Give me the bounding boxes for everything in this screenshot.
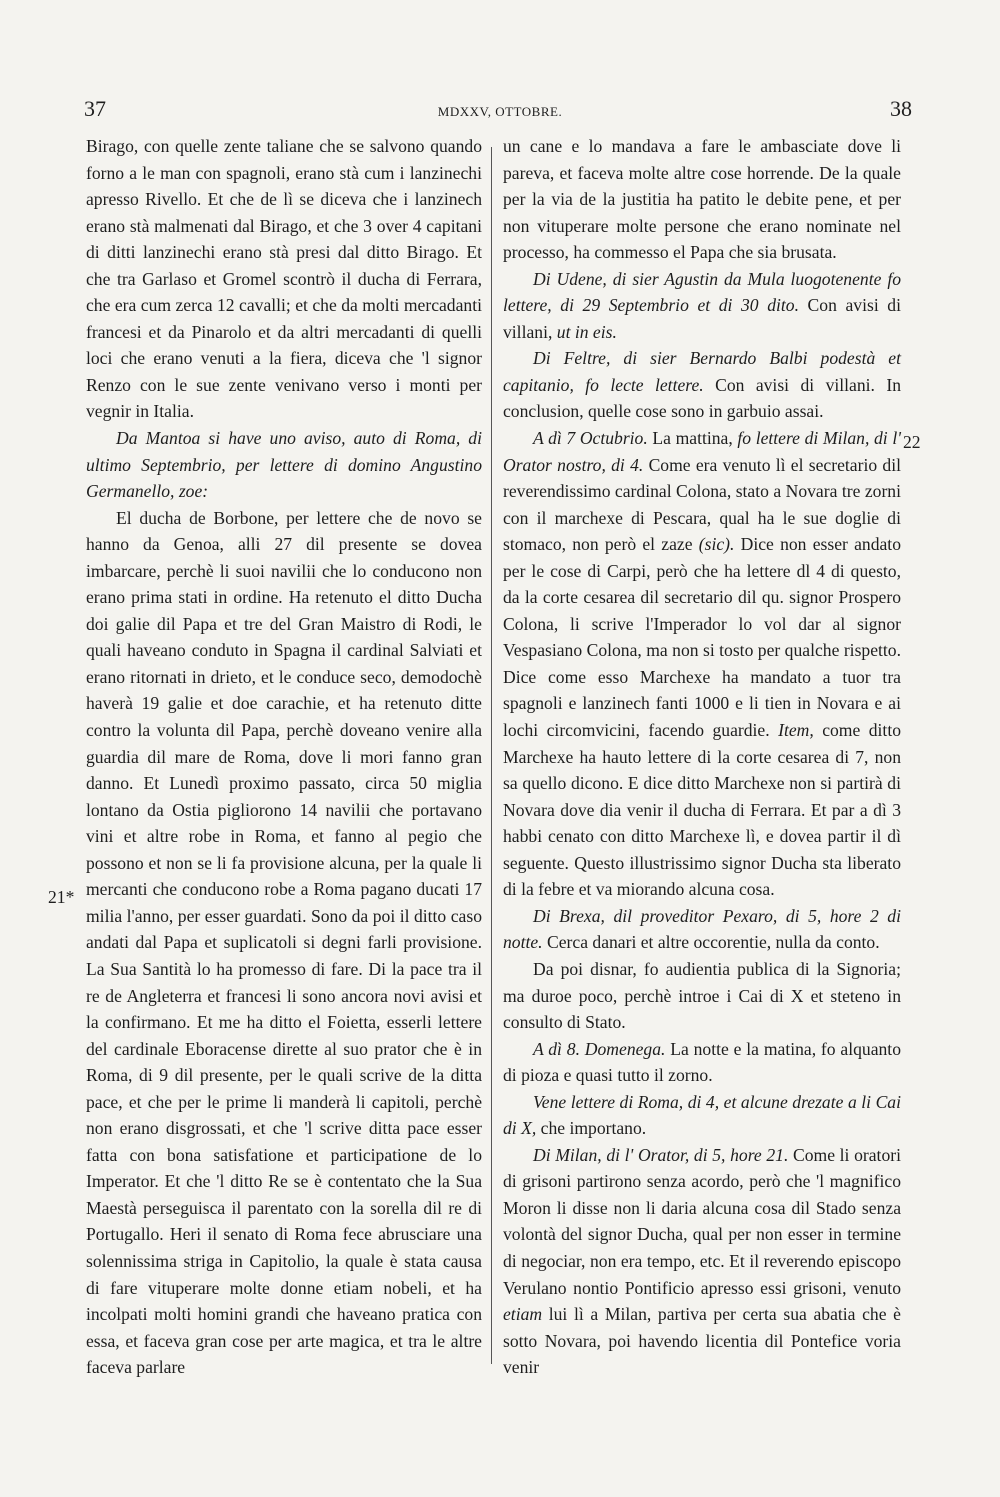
- italic-text: Di Feltre, di sier Bernardo Balbi podestà et capitanio, fo lecte lettere.: [503, 348, 901, 395]
- text: come ditto Marchexe ha hauto lettere di la corte cesarea di 7, non sa quello dicono. E dice ditto Marchexe non si partirà di Novara dove dia venir il ducha di Ferrara. Et par a dì 3 habbi cenato con ditto Marchexe lì, e dovea partir il dì seguente. Questo illustrissimo signor Ducha sta liberato di la febre et va miorando alcuna cosa.: [503, 720, 902, 900]
- text: Come era venuto lì el secretario dil reverendissimo cardinal Colona, stato a Novara tre zorni con il marchexe di Pescara, qual ha le sue doglie di stomaco, non però el zaze: [503, 454, 901, 555]
- italic-text: Di Udene, di sier Agustin da Mula luogotenente fo lettere, di 29 Septembrio et di 30 dito.: [503, 268, 901, 316]
- paragraph-heading: Da Mantoa si have uno aviso, auto di Roma, di ultimo Septembrio, per lettere di domino Angustino Germanello, zoe:: [86, 428, 482, 502]
- italic-text: (sic).: [698, 534, 735, 555]
- page-number-right: 38: [890, 96, 912, 121]
- margin-mark-right: 22: [903, 432, 921, 452]
- paragraph: [503, 1089, 901, 1142]
- text: Dice non esser andato per le cose di Carpi, però che ha lettere dl 4 di questo, da la corte cesarea dil secretario dil qu. signor Prospero Colona, li scrive l'Imperador lo vol dar al signor Vespasiano Colona, ma non si tosto per qualche rispetto. Dice come esso Marchexe ha mandato a tuor tra spagnoli e lanzinech fanti 1000 e li tien in Novara e ai lochi circomvicini, facendo guardie.: [503, 534, 901, 741]
- text: che importano.: [536, 1118, 647, 1139]
- left-column: [86, 133, 482, 1381]
- text: lui lì a Milan, partiva per certa sua abatia che è sotto Novara, poi havendo licentia dil Pontefice voria venir: [503, 1304, 901, 1378]
- text: La mattina,: [647, 428, 738, 449]
- paragraph: Birago, con quelle zente taliane che se salvono quando forno a le man con spagnoli, erano stà cum i lanzinechi apresso Rivello. Et che de lì se diceva che i lanzinech erano stà malmenati dal Birago, et che 3 over 4 capitani di ditti lanzinechi erano stà presi dal ditto Birago. Et che tra Garlaso et Gromel scontrò il ducha di Ferrara, che era cum zerca 12 cavalli; et che da molti mercadanti francesi et da Pinarolo et da altri mercadanti di quelli loci che erano venuti a la fiera, diceva che 'l signor Renzo con le sue zente venivano verso i monti per vegnir in Italia.: [86, 136, 482, 422]
- text: La notte e la matina, fo alquanto di pioza e quasi tutto il zorno.: [503, 1038, 901, 1086]
- page-number-left: 37: [84, 96, 106, 121]
- paragraph: [503, 266, 901, 346]
- paragraph: [503, 903, 901, 956]
- paragraph: [503, 1142, 901, 1381]
- column-divider: [491, 147, 492, 1364]
- paragraph: [503, 1036, 901, 1089]
- paragraph: Da poi disnar, fo audientia publica di la Signoria; ma duroe poco, perchè introe i Cai di X et steteno in consulto di Stato.: [503, 958, 901, 1033]
- right-column: [503, 133, 901, 1381]
- text: Con avisi di villani,: [503, 295, 901, 342]
- paragraph: El ducha de Borbone, per lettere che de novo se hanno da Genoa, alli 27 dil presente se dovea imbarcare, perchè li suoi navilii che lo conducono non erano prima stati in ordine. Ha retenuto el ditto Ducha doi galie dil Papa et tre del Gran Maistro di Rodi, le quali haveano conduto in Spagna il cardinal Salviati et erano ritornati in drieto, et le conduce seco, demodochè haverà 19 galie et doe carachie, et ha retenuto ditte contro la volunta dil Papa, perchè doveano venire alla guardia dil mare de Roma, dove li mori fanno gran danno. Et Lunedì proximo passato, circa 50 miglia lontano da Ostia pigliorono 14 navilii che portavano vini et altre robe in Roma, et fanno al pegio che possono et non se li fa provisione alcuna, per la quale li mercanti che conducono robe a Roma pagano ducati 17 milia l'anno, per esser guardati. Sono da poi il ditto caso andati dal Papa et suplicatoli si degni farli provisione. La Sua Santità lo ha promesso di fare. Di la pace tra il re de Angleterra et francesi li sono ancora novi avisi et la confirmano. Et me ha ditto el Foietta, esserli lettere del cardinale Eboracense dirette al suo prator che è in Roma, di 9 dil presente, per le quali scrive de la ditta pace, et che per le prime li manderà li capitoli, perchè non erano disgrossati, et che 'l scrive ditta pace esser fatta con bona satisfatione et participatione de lo Imperator. Et che 'l ditto Re se è contentato che la Sua Maestà perseguisca il parentato con la sorella dil re di Portugallo. Heri il senato di Roma fece abrusciare una solennissima striga in Capitolio, la quale è stata causa di fare vituperare molte donne etiam nobeli, et ha incolpati molti homini grandi che haveano pratica con essa, et faceva gran cose per arte magica, et tra le altre faceva parlare: [86, 507, 482, 1378]
- italic-text: A dì 8. Domenega.: [533, 1038, 666, 1059]
- text: Come li oratori di grisoni partirono senza acordo, però che 'l magnifico Moron li disse non li daria alcuna cosa dil Stado senza volontà del signor Ducha, qual per non esser in termine di negociar, non era tempo, etc. Et il reverendo episcopo Verulano nontio Pontificio apresso essi grisoni, venuto: [503, 1144, 901, 1298]
- paragraph: [503, 345, 901, 425]
- italic-text: Vene lettere di Roma, di 4, et alcune drezate a li Cai di X,: [503, 1091, 901, 1139]
- italic-text: Di Brexa, dil proveditor Pexaro, di 5, hore 2 di notte.: [503, 905, 901, 953]
- italic-text: Di Milan, di l' Orator, di 5, hore 21.: [533, 1144, 789, 1165]
- italic-text: Item,: [778, 720, 814, 741]
- running-header: MDXXV, OTTOBRE.: [437, 104, 563, 119]
- italic-text: ut in eis.: [556, 321, 617, 342]
- italic-text: A dì 7 Octubrio.: [533, 428, 648, 449]
- text: Cerca danari et altre occorentie, nulla da conto.: [542, 932, 880, 953]
- italic-text: fo lettere di Milan, di l' Orator nostro, di 4.: [503, 428, 901, 475]
- margin-mark-left: 21*: [48, 887, 75, 907]
- text: Con avisi di villani. In conclusion, quelle cose sono in garbuio assai.: [503, 374, 901, 422]
- italic-text: etiam: [503, 1304, 543, 1325]
- paragraph: [503, 425, 901, 903]
- paragraph: un cane e lo mandava a fare le ambasciate dove li pareva, et faceva molte altre cose horrende. De la quale per la via de la justitia ha patito le debite pene, et per non vituperare molte persone che erano nominate nel processo, ha commesso el Papa che sia brusata.: [503, 136, 901, 263]
